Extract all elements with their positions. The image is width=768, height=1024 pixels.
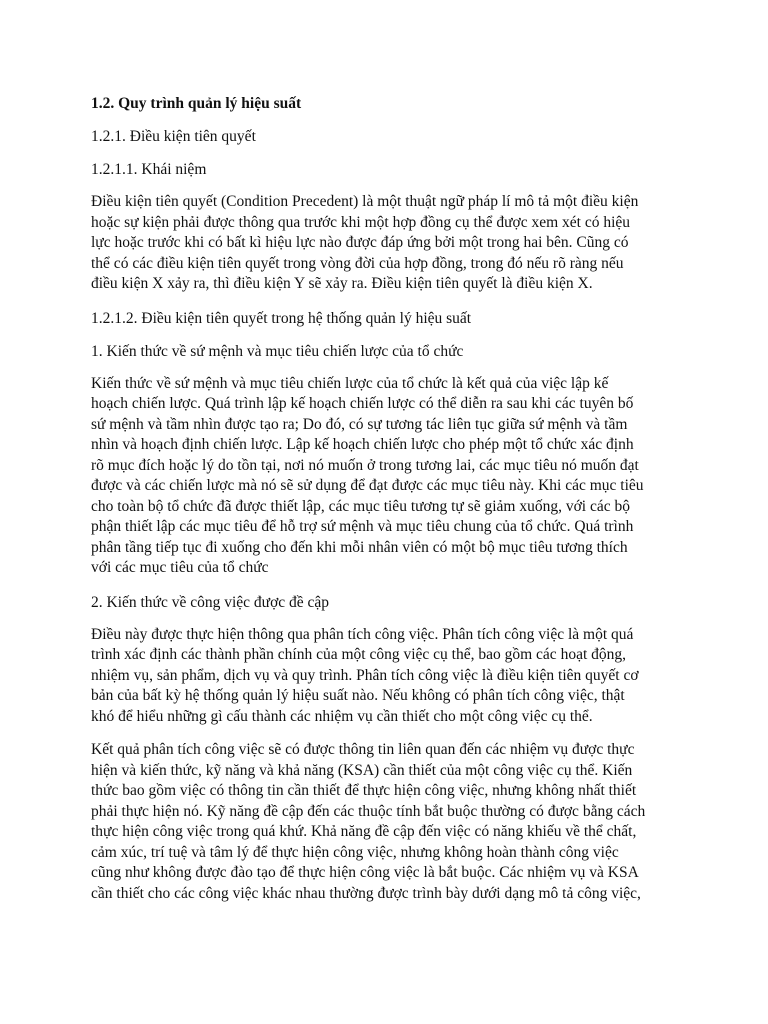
text-line: Điều này được thực hiện thông qua phân tích công việc. Phân tích công việc là một quá	[91, 625, 634, 643]
paragraph-definition	[91, 192, 685, 295]
text-line: được và các chiến lược mà nó sẽ sử dụng để đạt được các mục tiêu này. Khi các mục tiêu	[91, 477, 644, 494]
text-line: cho toàn bộ tổ chức đã được thiết lập, các mục tiêu tương tự sẽ giảm xuống, với các bộ	[91, 497, 630, 515]
text-line: Điều kiện tiên quyết (Condition Precedent) là một thuật ngữ pháp lí mô tả một điều kiện	[91, 193, 639, 210]
text-line: lực hoặc trước khi có bất kì hiệu lực nào được đáp ứng bởi một trong hai bên. Cũng có	[91, 234, 629, 251]
paragraph-mission-knowledge	[91, 374, 685, 579]
list-item-heading-2: 2. Kiến thức về công việc được đề cập	[91, 593, 330, 611]
text-line: cảm xúc, trí tuệ và tâm lý để thực hiện công việc, nhưng không hoàn thành công việc	[91, 843, 619, 861]
text-line: phân tầng tiếp tục đi xuống cho đến khi mỗi nhân viên có một bộ mục tiêu tương thích	[91, 538, 628, 556]
text-line: thể có các điều kiện tiên quyết trong vòng đời của hợp đồng, trong đó nếu rõ ràng nếu	[91, 254, 624, 272]
text-line: phải thực hiện nó. Kỹ năng đề cập đến các thuộc tính bắt buộc thường có được bằng cách	[91, 802, 646, 820]
text-line: phận thiết lập các mục tiêu để hỗ trợ sứ mệnh và mục tiêu chung của tổ chức. Quá trình	[91, 518, 634, 535]
subsection-heading-1-2-1-2: 1.2.1.2. Điều kiện tiên quyết trong hệ thống quản lý hiệu suất	[91, 309, 472, 327]
paragraph-job-analysis	[91, 625, 685, 728]
text-line: hoạch chiến lược. Quá trình lập kế hoạch chiến lược có thể diễn ra sau khi các tuyên bố	[91, 395, 634, 412]
text-line: rõ mục đích hoặc lý do tồn tại, nơi nó muốn ở trong tương lai, các mục tiêu nó muốn đạt	[91, 456, 639, 474]
text-line: hiện và kiến thức, kỹ năng và khả năng (KSA) cần thiết của một công việc cụ thể. Kiến	[91, 761, 633, 779]
text-line: nhiệm vụ, sản phẩm, dịch vụ và quy trình. Phân tích công việc là điều kiện tiên quyết cơ	[91, 666, 639, 684]
text-line: Kết quả phân tích công việc sẽ có được thông tin liên quan đến các nhiệm vụ được thực	[91, 741, 635, 758]
document-page	[91, 93, 685, 917]
text-line: bản của bất kỳ hệ thống quản lý hiệu suất nào. Nếu không có phân tích công việc, thật	[91, 687, 625, 704]
text-line: cũng như không được đào tạo để thực hiện công việc là bắt buộc. Các nhiệm vụ và KSA	[91, 864, 639, 881]
text-line: cần thiết cho các công việc khác nhau thường được trình bày dưới dạng mô tả công việc,	[91, 884, 641, 902]
text-line: thức bao gồm việc có thông tin cần thiết để thực hiện công việc, nhưng không nhất thiết	[91, 782, 637, 799]
list-item-heading-1: 1. Kiến thức về sứ mệnh và mục tiêu chiến lược của tổ chức	[91, 342, 464, 360]
subsection-heading-1-2-1-1: 1.2.1.1. Khái niệm	[91, 161, 207, 178]
text-line: khó để hiểu những gì cấu thành các nhiệm vụ cần thiết cho một công việc cụ thể.	[91, 707, 593, 725]
text-line: trình xác định các thành phần chính của một công việc cụ thể, bao gồm các hoạt động,	[91, 646, 626, 663]
text-line: với các mục tiêu của tổ chức	[91, 559, 269, 576]
text-line: Kiến thức về sứ mệnh và mục tiêu chiến lược của tổ chức là kết quả của việc lập kế	[91, 374, 609, 392]
text-line: thực hiện công việc trong quá khứ. Khả năng đề cập đến việc có năng khiếu về thể chất,	[91, 823, 637, 840]
text-line: sứ mệnh và tầm nhìn được tạo ra; Do đó, có sự tương tác liên tục giữa sứ mệnh và tầm	[91, 415, 628, 433]
paragraph-ksa	[91, 740, 685, 904]
section-heading-1-2: 1.2. Quy trình quản lý hiệu suất	[91, 95, 302, 112]
text-line: nhìn và hoạch định chiến lược. Lập kế hoạch chiến lược cho phép một tổ chức xác định	[91, 436, 634, 453]
text-line: điều kiện X xảy ra, thì điều kiện Y sẽ xảy ra. Điều kiện tiên quyết là điều kiện X.	[91, 275, 593, 292]
text-line: hoặc sự kiện phải được thông qua trước khi một hợp đồng cụ thể được xem xét có hiệu	[91, 213, 631, 231]
subsection-heading-1-2-1: 1.2.1. Điều kiện tiên quyết	[91, 128, 256, 145]
